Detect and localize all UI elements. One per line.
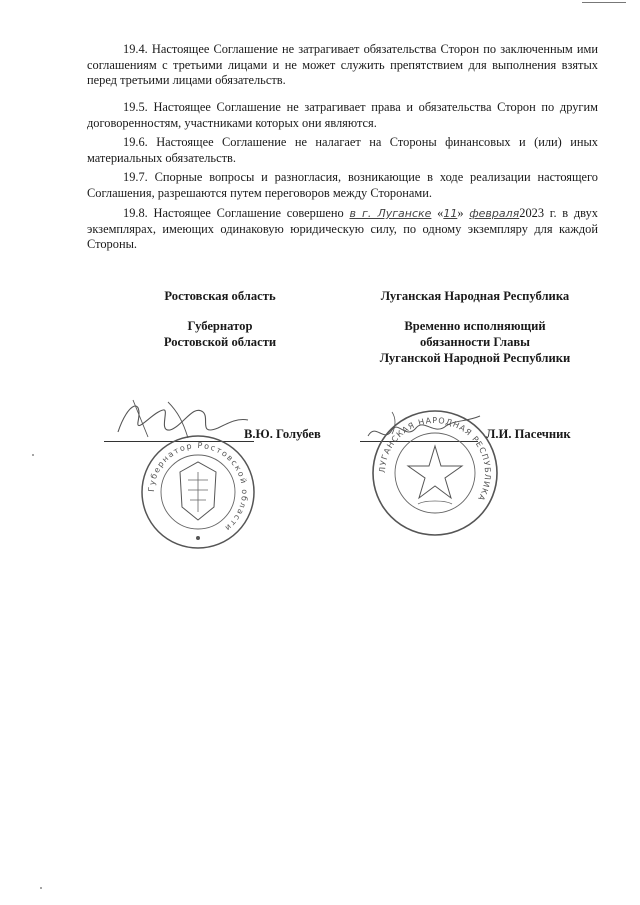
handwritten-place: в г. Луганске: [349, 207, 432, 220]
right-signatory-name: Л.И. Пасечник: [486, 427, 571, 441]
right-title-line2: обязанности Главы: [419, 335, 531, 349]
left-official-seal: [138, 432, 258, 552]
paragraph-19-5: 19.5. Настоящее Соглашение не затрагивает права и обязательства Сторон по другим договоренностям, участниками которых они являются.: [87, 100, 598, 130]
paragraph-19-7: 19.7. Спорные вопросы и разногласия, возникающие в ходе реализации настоящего Соглашения, разрешаются путем переговоров между Сторонами.: [87, 170, 598, 200]
paragraph-19-6: 19.6. Настоящее Соглашение не налагает на Стороны финансовых и (или) иных материальных обязательств.: [87, 135, 598, 165]
right-seal-text: ЛУГАНСКАЯ НАРОДНАЯ РЕСПУБЛИКА: [377, 415, 493, 503]
scan-speck: [40, 887, 42, 889]
top-edge-mark: [582, 2, 626, 3]
day-open-quote: «: [437, 206, 444, 220]
right-title-line1: Временно исполняющий: [404, 319, 546, 333]
p8-prefix: 19.8. Настоящее Соглашение совершено: [123, 206, 344, 220]
svg-text:ЛУГАНСКАЯ НАРОДНАЯ РЕСПУБЛИКА: [378, 416, 492, 503]
handwritten-day: 11: [443, 207, 458, 220]
left-signatory-name: В.Ю. Голубев: [244, 427, 321, 441]
paragraph-19-4: 19.4. Настоящее Соглашение не затрагивает обязательства Сторон по заключенным ими соглашениям с третьими лицами и не может служить препятствием для выполнения взятых перед третьими лицами обязательств.: [87, 42, 598, 88]
p8-suffix: в двух экземплярах, имеющих одинаковую юридическую силу, по одному экземпляру для каждой Стороны.: [87, 206, 598, 252]
left-party-title: [120, 318, 320, 350]
right-title-line3: Луганской Народной Республики: [379, 351, 571, 365]
scan-speck: [32, 454, 34, 456]
left-seal-text: Губернатор Ростовской области: [146, 440, 250, 534]
right-party-region: Луганская Народная Республика: [380, 289, 570, 303]
handwritten-month: февраля: [469, 207, 520, 220]
right-official-seal: [370, 408, 500, 538]
left-title-line1: Губернатор: [187, 319, 253, 333]
paragraph-19-8: [87, 206, 598, 253]
left-party-region: Ростовская область: [164, 289, 276, 303]
day-close-quote: »: [457, 206, 464, 220]
left-title-line2: Ростовской области: [163, 335, 277, 349]
agreement-year: 2023 г.: [519, 206, 557, 220]
right-party-title: [350, 318, 600, 366]
